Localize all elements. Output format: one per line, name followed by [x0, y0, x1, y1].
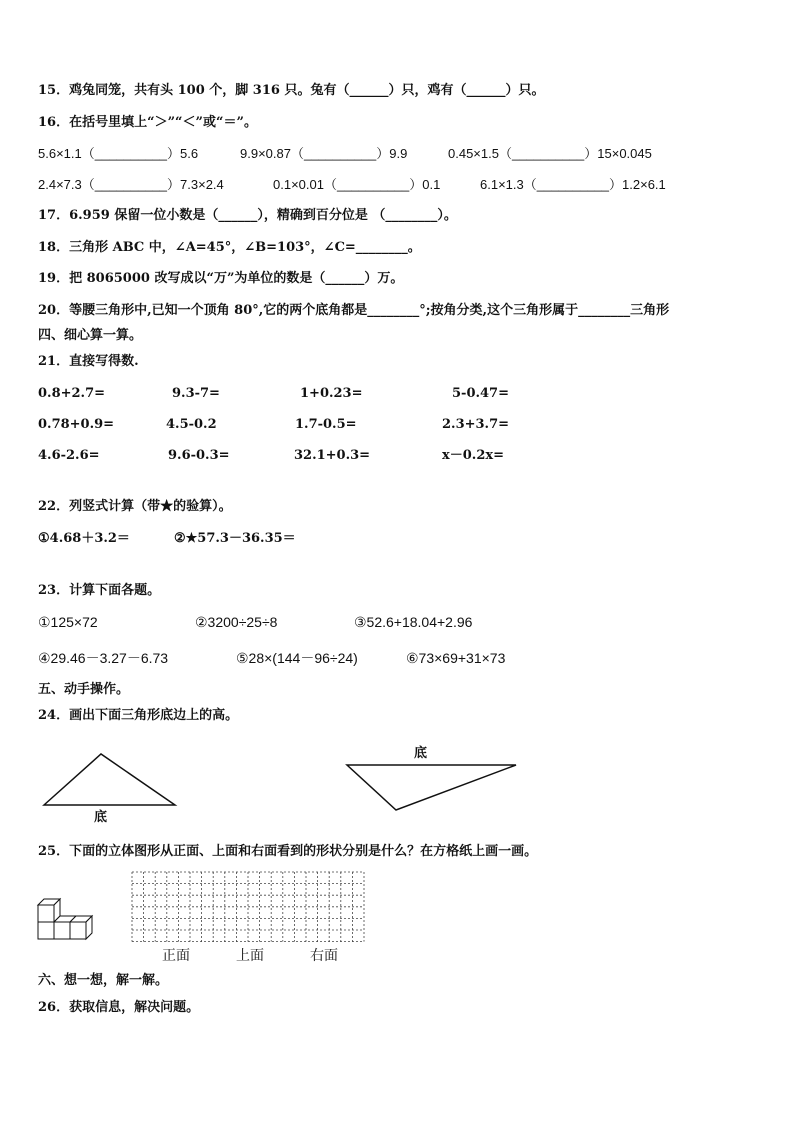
oral-calc-item: 4.6-2.6=	[38, 448, 100, 463]
question-17: 17．6.959 保留一位小数是（______），精确到百分位是 （________）。	[38, 208, 457, 223]
section-4-heading: 四、细心算一算。	[38, 328, 143, 343]
oral-calc-item: 9.3-7=	[172, 386, 220, 401]
triangle-left	[44, 754, 175, 805]
base-label-right: 底	[414, 746, 428, 761]
question-21-title: 21．直接写得数.	[38, 354, 139, 369]
calc-item: ①125×72	[38, 614, 98, 630]
compare-item: 6.1×1.3（__________）1.2×6.1	[480, 177, 666, 192]
question-26: 26．获取信息，解决问题。	[38, 1000, 200, 1015]
question-25-title: 25．下面的立体图形从正面、上面和右面看到的形状分别是什么？在方格纸上画一画。	[38, 844, 538, 859]
oral-calc-item: 0.78+0.9=	[38, 417, 115, 432]
oral-calc-item: 0.8+2.7=	[38, 386, 106, 401]
question-16-title: 16．在括号里填上“＞”“＜”或“＝”。	[38, 115, 257, 130]
compare-item: 0.45×1.5（__________）15×0.045	[448, 146, 652, 161]
question-22-title: 22．列竖式计算（带★的验算）。	[38, 499, 232, 514]
question-24-title: 24．画出下面三角形底边上的高。	[38, 708, 239, 723]
calc-item: ⑥73×69+31×73	[406, 650, 506, 666]
question-19: 19．把 8065000 改写成以“万”为单位的数是（______）万。	[38, 271, 404, 286]
oral-calc-item: 9.6-0.3=	[168, 448, 230, 463]
calc-item: ③52.6+18.04+2.96	[354, 614, 473, 630]
oral-calc-item: 1.7-0.5=	[295, 417, 357, 432]
compare-item: 0.1×0.01（__________）0.1	[273, 177, 441, 192]
compare-item: 5.6×1.1（__________）5.6	[38, 146, 199, 161]
oral-calc-item: 1+0.23=	[300, 386, 363, 401]
section-5-heading: 五、动手操作。	[38, 682, 130, 697]
calc-item: ⑤28×(144－96÷24)	[236, 650, 358, 666]
oral-calc-item: 32.1+0.3=	[294, 448, 371, 463]
question-18: 18．三角形 ABC 中，∠A=45°，∠B=103°，∠C=________。	[38, 240, 421, 255]
section-6-heading: 六、想一想，解一解。	[38, 973, 169, 988]
compare-item: 2.4×7.3（__________）7.3×2.4	[38, 177, 224, 192]
triangle-right	[347, 765, 516, 810]
question-20: 20．等腰三角形中,已知一个顶角 80°,它的两个底角都是________°;按角分类,这个三角形属于________三角形	[38, 303, 670, 318]
question-15: 15．鸡兔同笼，共有头 100 个，脚 316 只。兔有（______）只，鸡有（______）只。	[38, 83, 545, 98]
grid-paper	[128, 868, 368, 946]
oral-calc-item: 5-0.47=	[452, 386, 509, 401]
vertical-calc-item: ①4.68＋3.2＝	[38, 531, 130, 546]
view-label-top: 上面	[236, 947, 264, 963]
calc-item: ④29.46－3.27－6.73	[38, 650, 169, 666]
calc-item: ②3200÷25÷8	[195, 614, 278, 630]
oral-calc-item: x－0.2x=	[442, 448, 505, 463]
cube-stack-figure	[36, 894, 96, 944]
vertical-calc-item: ②★57.3－36.35＝	[174, 531, 296, 546]
view-label-front: 正面	[162, 947, 190, 963]
view-label-right: 右面	[310, 947, 338, 963]
base-label-left: 底	[94, 810, 108, 825]
oral-calc-item: 2.3+3.7=	[442, 417, 510, 432]
question-23-title: 23．计算下面各题。	[38, 583, 161, 598]
oral-calc-item: 4.5-0.2	[166, 417, 217, 432]
compare-item: 9.9×0.87（__________）9.9	[240, 146, 408, 161]
triangle-left-figure	[0, 740, 794, 860]
